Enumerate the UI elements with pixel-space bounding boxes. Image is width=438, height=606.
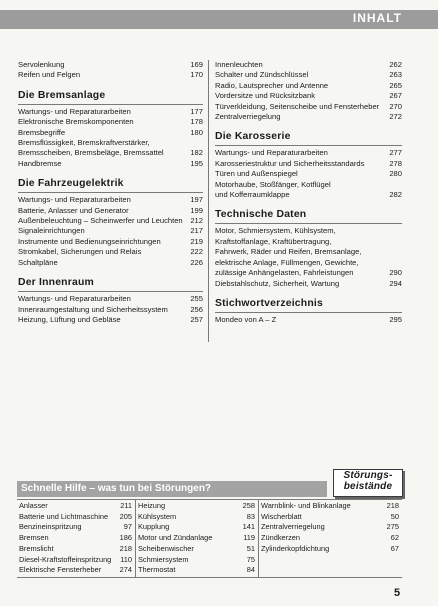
quick-help-entry[interactable]: Zylinderkopfdichtung 67: [261, 543, 399, 553]
header-title: INHALT: [352, 11, 402, 25]
quick-help-entry[interactable]: Schmiersystem 75: [138, 554, 255, 564]
toc-entry[interactable]: Wartungs- und Reparaturarbeiten 197: [18, 195, 203, 205]
section-divider: [215, 145, 402, 146]
toc-left-column: [18, 60, 203, 325]
toc-entry[interactable]: Motorhaube, Stoßfänger, Kotflügel und Kofferraumklappe 282: [215, 179, 402, 200]
toc-entry[interactable]: Schalter und Zündschlüssel 263: [215, 70, 402, 80]
quick-help-column: [258, 500, 402, 577]
toc-entry[interactable]: Innenleuchten 262: [215, 60, 402, 69]
toc-entry[interactable]: Innenraumgestaltung und Sicherheitssystem 256: [18, 304, 203, 314]
page-number: 5: [394, 587, 401, 599]
toc-entry[interactable]: Türverkleidung, Seitenscheibe und Fensterheber 270: [215, 101, 402, 111]
toc-entry[interactable]: Bremsbegriffe 180: [18, 127, 203, 137]
quick-help-column: [17, 500, 135, 577]
section-divider: [18, 291, 203, 292]
section-divider: [215, 223, 402, 224]
toc-entry[interactable]: Wartungs- und Reparaturarbeiten 277: [215, 148, 402, 158]
quick-help-entry[interactable]: Heizung 258: [138, 501, 255, 510]
quick-help-entry[interactable]: Bremslicht 218: [19, 543, 132, 553]
quick-help-column: [135, 500, 258, 577]
toc-entry[interactable]: Stromkabel, Sicherungen und Relais 222: [18, 247, 203, 257]
quick-help-entry[interactable]: Kühlsystem 83: [138, 511, 255, 521]
troubleshooting-badge: Störungs- beistände: [333, 469, 403, 497]
toc-entry[interactable]: Außenbeleuchtung – Scheinwerfer und Leuchten 212: [18, 216, 203, 226]
toc-entry[interactable]: Schaltpläne 226: [18, 257, 203, 267]
quick-help-table: [17, 499, 402, 578]
column-separator: [208, 60, 209, 342]
section-title-bremsanlage: Die Bremsanlage: [18, 89, 106, 101]
quick-help-entry[interactable]: Kupplung 141: [138, 522, 255, 532]
toc-entry[interactable]: Handbremse 195: [18, 158, 203, 168]
quick-help-entry[interactable]: Zündkerzen 62: [261, 533, 399, 543]
toc-entry[interactable]: Reifen und Felgen 170: [18, 70, 203, 80]
quick-help-title-bar: [17, 481, 327, 497]
quick-help-entry[interactable]: Anlasser 211: [19, 501, 132, 510]
toc-entry[interactable]: Heizung, Lüftung und Gebläse 257: [18, 314, 203, 324]
toc-entry[interactable]: Signaleinrichtungen 217: [18, 226, 203, 236]
toc-entry[interactable]: Mondeo von A – Z 295: [215, 314, 402, 324]
quick-help-entry[interactable]: Thermostat 84: [138, 565, 255, 575]
quick-help-entry[interactable]: Diesel-Kraftstoffeinspritzung 110: [19, 554, 132, 564]
toc-entry[interactable]: Wartungs- und Reparaturarbeiten 177: [18, 106, 203, 116]
quick-help-entry[interactable]: Scheibenwischer 51: [138, 543, 255, 553]
toc-entry[interactable]: Karosseriestruktur und Sicherheitsstandards 278: [215, 158, 402, 168]
toc-entry[interactable]: Motor, Schmiersystem, Kühlsystem, Kraftstoffanlage, Kraftübertragung, Fahrwerk, Räder und Reifen, Bremsanlage, elektrische Anlage, Füllmengen, Gewichte, zulässige Anhängelasten, Fahrleistungen 290: [215, 226, 402, 278]
toc-entry[interactable]: Bremsflüssigkeit, Bremskraftverstärker, Bremsscheiben, Bremsbeläge, Bremssattel 182: [18, 138, 203, 158]
toc-entry[interactable]: Batterie, Anlasser und Generator 199: [18, 205, 203, 215]
section-title-fahrzeugelektrik: Die Fahrzeugelektrik: [18, 178, 124, 190]
section-divider: [18, 192, 203, 193]
quick-help-entry[interactable]: Zentralverriegelung 275: [261, 522, 399, 532]
quick-help-entry[interactable]: Wischerblatt 50: [261, 511, 399, 521]
toc-entry[interactable]: Zentralverriegelung 272: [215, 112, 402, 122]
toc-entry[interactable]: Vordersitze und Rücksitzbank 267: [215, 91, 402, 101]
toc-entry[interactable]: Elektronische Bremskomponenten 178: [18, 117, 203, 127]
section-title-technische-daten: Technische Daten: [215, 209, 307, 221]
quick-help-entry[interactable]: Batterie und Lichtmaschine 205: [19, 511, 132, 521]
toc-right-column: [215, 60, 402, 325]
toc-entry[interactable]: Servolenkung 169: [18, 60, 203, 69]
section-title-karosserie: Die Karosserie: [215, 131, 291, 143]
section-title-innenraum: Der Innenraum: [18, 277, 94, 289]
toc-entry[interactable]: Instrumente und Bedienungseinrichtungen 219: [18, 236, 203, 246]
quick-help-entry[interactable]: Elektrische Fensterheber 274: [19, 565, 132, 575]
toc-entry[interactable]: Diebstahlschutz, Sicherheit, Wartung 294: [215, 278, 402, 288]
quick-help-entry[interactable]: Bremsen 186: [19, 533, 132, 543]
section-divider: [18, 104, 203, 105]
header-bar: [0, 10, 438, 29]
quick-help-entry[interactable]: Warnblink- und Blinkanlage 218: [261, 501, 399, 510]
section-divider: [215, 312, 402, 313]
toc-entry[interactable]: Radio, Lautsprecher und Antenne 265: [215, 80, 402, 90]
section-title-stichwortverzeichnis: Stichwortverzeichnis: [215, 297, 323, 309]
quick-help-entry[interactable]: Motor und Zündanlage 119: [138, 533, 255, 543]
toc-entry[interactable]: Wartungs- und Reparaturarbeiten 255: [18, 294, 203, 304]
quick-help-title: Schnelle Hilfe – was tun bei Störungen?: [21, 483, 212, 494]
toc-entry[interactable]: Türen und Außenspiegel 280: [215, 169, 402, 179]
quick-help-entry[interactable]: Benzineinspritzung 97: [19, 522, 132, 532]
